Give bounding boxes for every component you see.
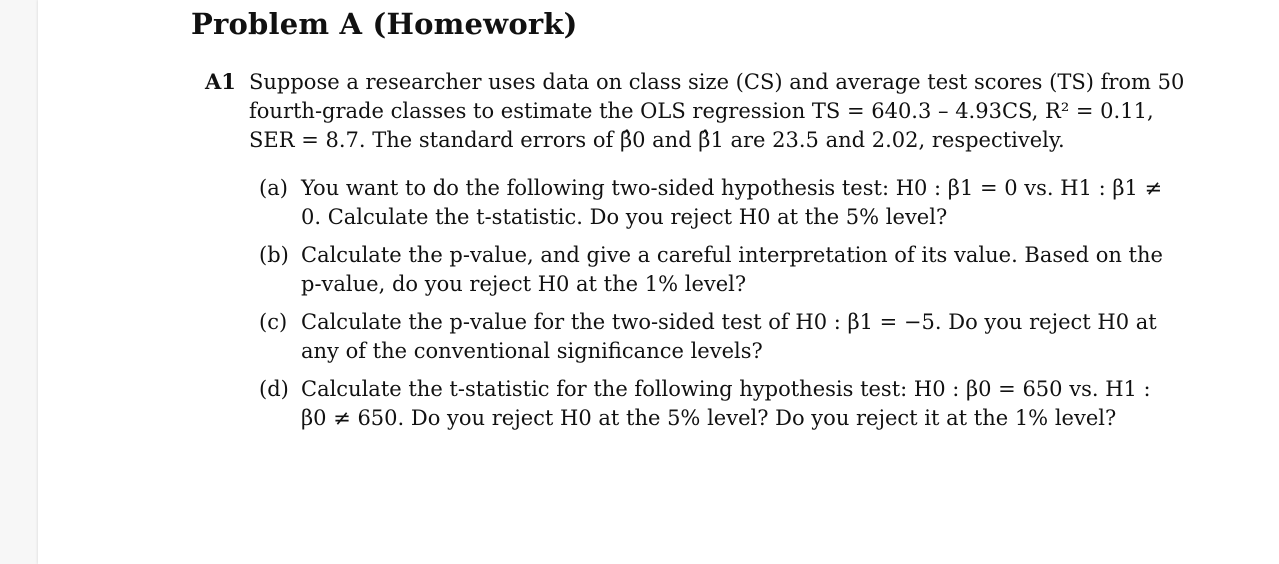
- subquestion-label: (a): [259, 176, 288, 200]
- intro-line-1: Suppose a researcher uses data on class size (CS) and average test scores (TS) from 50: [249, 70, 1185, 94]
- subquestion-text: [301, 308, 1157, 366]
- subquestion-line-2: β0 ≠ 650. Do you reject H0 at the 5% level? Do you reject it at the 1% level?: [301, 406, 1117, 430]
- subquestion-c: [259, 308, 1157, 366]
- subquestion-b: [259, 241, 1163, 299]
- subquestion-a: [259, 174, 1163, 232]
- intro-line-3: SER = 8.7. The standard errors of β̂0 and β̂1 are 23.5 and 2.02, respectively.: [249, 128, 1065, 152]
- subquestion-line-1: You want to do the following two-sided hypothesis test: H0 : β1 = 0 vs. H1 : β1 ≠: [301, 176, 1163, 200]
- subquestion-d: [259, 375, 1151, 433]
- subquestion-line-1: Calculate the t-statistic for the following hypothesis test: H0 : β0 = 650 vs. H1 :: [301, 377, 1151, 401]
- subquestion-line-1: Calculate the p-value for the two-sided test of H0 : β1 = −5. Do you reject H0 at: [301, 310, 1157, 334]
- subquestion-label: (b): [259, 243, 289, 267]
- subquestion-line-1: Calculate the p-value, and give a careful interpretation of its value. Based on the: [301, 243, 1163, 267]
- subquestion-label: (d): [259, 377, 289, 401]
- problem-label: A1: [205, 69, 236, 94]
- problem-intro: [249, 68, 1185, 155]
- problem-heading: Problem A (Homework): [191, 7, 578, 41]
- subquestion-label: (c): [259, 310, 288, 334]
- subquestion-line-2: p-value, do you reject H0 at the 1% level?: [301, 272, 747, 296]
- subquestion-text: [301, 375, 1151, 433]
- subquestion-line-2: 0. Calculate the t-statistic. Do you reject H0 at the 5% level?: [301, 205, 948, 229]
- document-page: [38, 0, 1279, 564]
- subquestion-text: [301, 174, 1163, 232]
- subquestion-text: [301, 241, 1163, 299]
- intro-line-2: fourth-grade classes to estimate the OLS regression TS = 640.3 – 4.93CS, R² = 0.11,: [249, 99, 1154, 123]
- subquestion-line-2: any of the conventional significance levels?: [301, 339, 763, 363]
